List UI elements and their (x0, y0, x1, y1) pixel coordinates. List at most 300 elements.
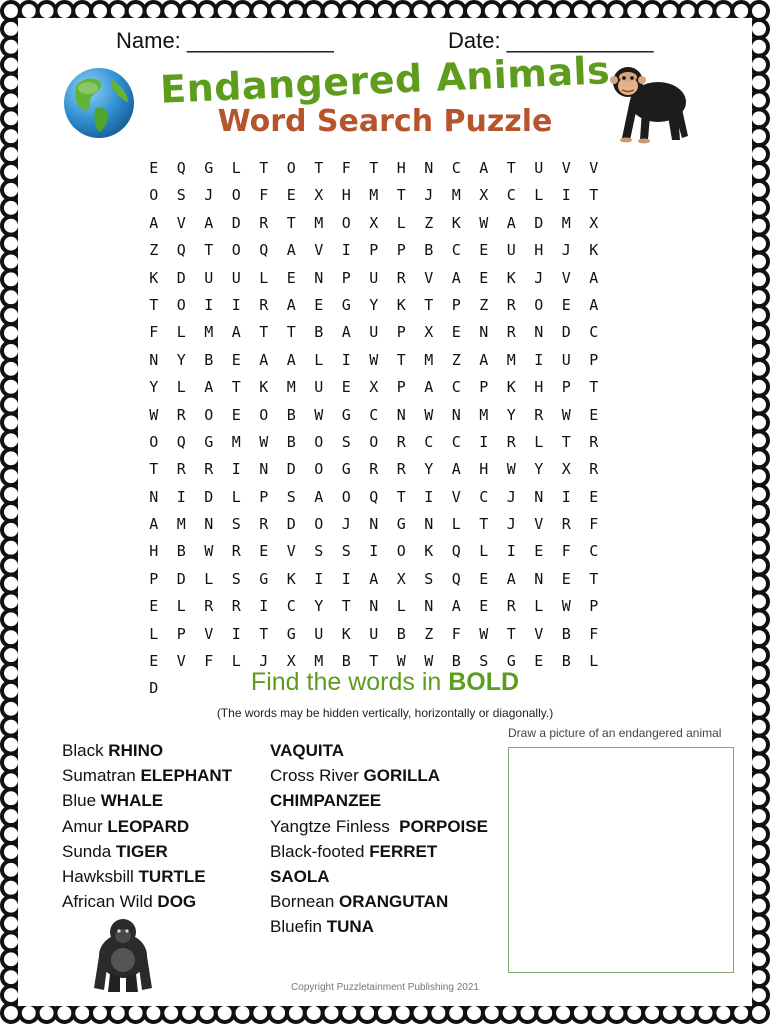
grid-letter: W (561, 405, 571, 424)
grid-letter: E (149, 597, 159, 616)
grid-letter: V (589, 159, 599, 177)
border-scallop (750, 253, 768, 271)
grid-letter: V (424, 268, 434, 287)
grid-letter: B (424, 241, 434, 260)
grid-letter: J (341, 515, 351, 534)
border-scallop (287, 2, 305, 20)
grid-letter: M (369, 186, 379, 205)
border-scallop (2, 861, 20, 879)
word-item (270, 738, 488, 763)
name-field[interactable]: Name: ____________ (116, 28, 334, 53)
border-scallop (750, 592, 768, 610)
border-scallop (2, 575, 20, 593)
grid-letter: T (231, 378, 241, 397)
grid-letter: R (259, 213, 269, 232)
grid-letter: V (534, 624, 544, 643)
grid-letter: T (149, 460, 159, 479)
word-item (62, 839, 232, 864)
border-scallop (234, 1004, 252, 1022)
grid-letter: X (314, 186, 324, 205)
grid-letter: R (231, 597, 241, 616)
border-scallop (144, 2, 162, 20)
grid-letter: T (506, 624, 516, 643)
border-scallop (2, 342, 20, 360)
grid-letter: B (176, 542, 186, 561)
border-scallop (2, 306, 20, 324)
grid-letter: H (534, 241, 544, 260)
grid-letter: B (451, 652, 461, 671)
word-item (270, 839, 488, 864)
word-prefix: Black (62, 741, 109, 760)
find-heading-bold: BOLD (448, 668, 520, 696)
grid-letter: A (479, 159, 489, 177)
grid-letter: W (314, 405, 324, 424)
grid-letter: R (506, 597, 516, 616)
grid-letter: T (314, 159, 324, 177)
border-scallop (750, 539, 768, 557)
border-scallop (697, 1004, 715, 1022)
grid-letter: T (424, 295, 434, 314)
grid-letter: O (314, 460, 324, 479)
border-scallop (2, 521, 20, 539)
grid-letter: T (369, 159, 379, 177)
grid-letter: O (534, 295, 544, 314)
word-bold: TUNA (326, 917, 374, 937)
letter-grid (140, 155, 608, 703)
grid-letter: U (506, 241, 516, 260)
word-item (270, 864, 488, 889)
grid-letter: R (204, 460, 214, 479)
grid-letter: R (369, 460, 379, 479)
grid-letter: I (204, 295, 214, 314)
grid-letter: O (149, 186, 159, 205)
grid-letter: L (534, 432, 544, 451)
grid-letter: T (149, 295, 159, 314)
grid-letter: P (396, 323, 406, 342)
border-scallop (412, 1004, 430, 1022)
border-scallop (2, 843, 20, 861)
grid-letter: T (589, 378, 599, 397)
grid-letter: Y (176, 350, 186, 369)
border-scallop (750, 414, 768, 432)
border-scallop (750, 2, 768, 20)
border-scallop (750, 825, 768, 843)
grid-letter: R (176, 460, 186, 479)
border-scallop (109, 1004, 127, 1022)
border-scallop (2, 20, 20, 38)
grid-letter: A (286, 350, 296, 369)
grid-letter: T (286, 213, 296, 232)
grid-letter: Q (259, 241, 269, 260)
border-scallop (697, 2, 715, 20)
grid-letter: V (286, 542, 296, 561)
border-scallop (608, 2, 626, 20)
border-scallop (198, 1004, 216, 1022)
grid-letter: W (259, 432, 269, 451)
grid-letter: O (149, 432, 159, 451)
border-scallop (2, 897, 20, 915)
grid-letter: P (396, 378, 406, 397)
grid-letter: G (204, 159, 214, 177)
grid-letter: L (534, 597, 544, 616)
grid-letter: E (314, 295, 324, 314)
grid-letter: W (369, 350, 379, 369)
border-scallop (643, 2, 661, 20)
border-scallop (2, 467, 20, 485)
word-item (62, 814, 232, 839)
grid-letter: A (506, 213, 516, 232)
border-scallop (750, 736, 768, 754)
grid-letter: L (231, 159, 241, 177)
grid-letter: I (231, 460, 241, 479)
grid-letter: W (479, 213, 489, 232)
border-scallop (55, 2, 73, 20)
grid-letter: H (479, 460, 489, 479)
grid-letter: O (314, 515, 324, 534)
grid-letter: A (341, 323, 351, 342)
grid-letter: P (341, 268, 351, 287)
grid-letter: W (396, 652, 406, 671)
border-scallop (38, 1004, 56, 1022)
grid-letter: X (479, 186, 489, 205)
grid-letter: J (506, 487, 516, 506)
grid-letter: H (341, 186, 351, 205)
border-scallop (2, 288, 20, 306)
border-scallop (2, 253, 20, 271)
border-scallop (2, 449, 20, 467)
grid-letter: U (369, 268, 379, 287)
grid-letter: E (479, 268, 489, 287)
word-prefix: Sumatran (62, 766, 141, 786)
grid-letter: W (561, 597, 571, 616)
grid-letter: N (534, 487, 544, 506)
word-bold: CHIMPANZEE (270, 791, 382, 811)
grid-letter: M (424, 350, 434, 369)
grid-letter: E (561, 295, 571, 314)
border-scallop (483, 2, 501, 20)
grid-letter: S (176, 186, 186, 205)
grid-letter: A (451, 268, 461, 287)
grid-letter: U (534, 159, 544, 177)
border-scallop (518, 2, 536, 20)
grid-letter: V (561, 268, 571, 287)
border-scallop (2, 145, 20, 163)
grid-letter: G (341, 295, 351, 314)
grid-letter: P (561, 378, 571, 397)
border-scallop (2, 915, 20, 933)
grid-letter: F (341, 159, 351, 177)
grid-letter: V (204, 624, 214, 643)
border-scallop (750, 199, 768, 217)
grid-letter: Q (369, 487, 379, 506)
border-scallop (305, 1004, 323, 1022)
grid-letter: T (259, 323, 269, 342)
border-scallop (714, 2, 732, 20)
grid-letter: N (149, 487, 159, 506)
grid-letter: J (561, 241, 571, 260)
border-scallop (465, 2, 483, 20)
grid-letter: G (341, 460, 351, 479)
grid-letter: A (451, 460, 461, 479)
grid-letter: M (314, 652, 324, 671)
border-scallop (750, 467, 768, 485)
grid-letter: O (396, 542, 406, 561)
grid-letter: D (561, 323, 571, 342)
grid-letter: Y (506, 405, 516, 424)
word-bold: DOG (157, 892, 197, 912)
grid-letter: U (204, 268, 214, 287)
border-scallop (750, 270, 768, 288)
grid-letter: N (369, 515, 379, 534)
grid-letter: C (506, 186, 516, 205)
grid-letter: K (396, 295, 406, 314)
border-scallop (2, 378, 20, 396)
grid-letter: J (204, 186, 214, 205)
grid-letter: H (534, 378, 544, 397)
grid-letter: P (259, 487, 269, 506)
grid-letter: N (396, 405, 406, 424)
border-scallop (38, 2, 56, 20)
grid-letter: B (561, 624, 571, 643)
grid-letter: A (286, 295, 296, 314)
grid-letter: A (204, 213, 214, 232)
drawing-box[interactable] (508, 747, 734, 973)
grid-letter: X (589, 213, 599, 232)
border-scallop (590, 1004, 608, 1022)
border-scallop (2, 199, 20, 217)
grid-letter: X (286, 652, 296, 671)
grid-letter: Z (451, 350, 461, 369)
grid-letter: N (314, 268, 324, 287)
grid-letter: O (259, 405, 269, 424)
grid-letter: U (314, 624, 324, 643)
grid-letter: N (534, 569, 544, 588)
border-scallop (750, 235, 768, 253)
grid-letter: R (204, 597, 214, 616)
grid-letter: T (589, 569, 599, 588)
border-scallop (750, 789, 768, 807)
word-item (62, 788, 232, 813)
grid-letter: B (341, 652, 351, 671)
border-scallop (20, 2, 38, 20)
border-scallop (554, 2, 572, 20)
border-scallop (269, 2, 287, 20)
grid-letter: E (451, 323, 461, 342)
border-scallop (2, 646, 20, 664)
word-bold: TIGER (115, 841, 168, 861)
grid-letter: I (341, 569, 351, 588)
grid-letter: R (506, 295, 516, 314)
grid-letter: N (149, 350, 159, 369)
grid-letter: E (534, 652, 544, 671)
grid-letter: H (149, 542, 159, 561)
grid-letter: K (341, 624, 351, 643)
border-scallop (2, 2, 20, 20)
grid-letter: I (314, 569, 324, 588)
border-scallop (608, 1004, 626, 1022)
grid-letter: Z (424, 624, 434, 643)
grid-letter: O (204, 405, 214, 424)
border-scallop (2, 360, 20, 378)
grid-letter: N (479, 323, 489, 342)
grid-letter: B (286, 432, 296, 451)
grid-letter: W (424, 405, 434, 424)
grid-letter: A (149, 213, 159, 232)
word-bold: SAOLA (270, 867, 330, 887)
border-scallop (750, 360, 768, 378)
word-prefix: African Wild (62, 892, 158, 912)
border-scallop (162, 2, 180, 20)
grid-letter: P (589, 597, 599, 616)
border-scallop (2, 217, 20, 235)
grid-letter: A (286, 241, 296, 260)
grid-letter: N (204, 515, 214, 534)
border-scallop (144, 1004, 162, 1022)
border-scallop (750, 306, 768, 324)
word-prefix: Hawksbill (62, 867, 139, 887)
border-scallop (679, 1004, 697, 1022)
word-prefix: Black-footed (270, 841, 370, 861)
word-bold: TURTLE (138, 867, 206, 887)
border-scallop (750, 449, 768, 467)
word-item (62, 889, 232, 914)
word-bold: VAQUITA (270, 741, 344, 760)
grid-letter: D (534, 213, 544, 232)
border-scallop (518, 1004, 536, 1022)
grid-letter: T (369, 652, 379, 671)
grid-letter: A (589, 268, 599, 287)
grid-letter: M (231, 432, 241, 451)
border-scallop (2, 771, 20, 789)
word-prefix: Blue (62, 791, 101, 811)
grid-letter: C (286, 597, 296, 616)
border-scallop (750, 485, 768, 503)
border-scallop (216, 2, 234, 20)
border-scallop (2, 1004, 20, 1022)
title-line-1: Endangered Animals (159, 48, 611, 112)
grid-letter: I (561, 487, 571, 506)
grid-letter: E (589, 487, 599, 506)
grid-letter: K (506, 378, 516, 397)
grid-letter: B (286, 405, 296, 424)
border-scallop (127, 1004, 145, 1022)
grid-letter: L (231, 652, 241, 671)
grid-letter: D (231, 213, 241, 232)
grid-letter: N (534, 323, 544, 342)
grid-letter: S (286, 487, 296, 506)
border-scallop (91, 1004, 109, 1022)
word-item (270, 814, 488, 839)
grid-letter: T (396, 350, 406, 369)
grid-letter: M (314, 213, 324, 232)
grid-letter: E (479, 597, 489, 616)
grid-letter: E (149, 159, 159, 177)
grid-letter: Z (479, 295, 489, 314)
border-scallop (750, 915, 768, 933)
grid-letter: T (396, 186, 406, 205)
border-scallop (554, 1004, 572, 1022)
border-scallop (643, 1004, 661, 1022)
grid-letter: P (369, 241, 379, 260)
grid-letter: L (149, 624, 159, 643)
grid-letter: X (369, 378, 379, 397)
grid-letter: D (204, 487, 214, 506)
grid-letter: R (259, 295, 269, 314)
grid-letter: A (231, 323, 241, 342)
border-scallop (750, 378, 768, 396)
grid-letter: S (341, 542, 351, 561)
border-scallop (750, 628, 768, 646)
grid-letter: L (314, 350, 324, 369)
grid-letter: Y (314, 597, 324, 616)
border-scallop (2, 789, 20, 807)
border-scallop (180, 2, 198, 20)
grid-letter: G (286, 624, 296, 643)
border-scallop (590, 2, 608, 20)
grid-letter: V (534, 515, 544, 534)
border-scallop (2, 396, 20, 414)
border-scallop (55, 1004, 73, 1022)
border-scallop (714, 1004, 732, 1022)
find-heading (0, 668, 770, 697)
grid-letter: A (506, 569, 516, 588)
grid-letter: C (451, 432, 461, 451)
grid-letter: J (506, 515, 516, 534)
grid-letter: A (149, 515, 159, 534)
grid-letter: V (176, 652, 186, 671)
grid-letter: Q (176, 432, 186, 451)
border-scallop (287, 1004, 305, 1022)
border-scallop (2, 235, 20, 253)
grid-letter: C (451, 378, 461, 397)
border-scallop (73, 1004, 91, 1022)
grid-letter: I (506, 542, 516, 561)
grid-letter: Y (149, 378, 159, 397)
grid-letter: I (231, 624, 241, 643)
grid-letter: F (561, 542, 571, 561)
grid-letter: H (396, 159, 406, 177)
border-scallop (750, 163, 768, 181)
border-scallop (2, 628, 20, 646)
date-field[interactable]: Date: ____________ (448, 28, 654, 53)
grid-letter: E (231, 350, 241, 369)
grid-letter: N (424, 597, 434, 616)
grid-letter: M (506, 350, 516, 369)
grid-letter: Q (451, 542, 461, 561)
grid-letter: M (451, 186, 461, 205)
border-scallop (73, 2, 91, 20)
grid-letter: I (259, 597, 269, 616)
border-scallop (750, 879, 768, 897)
border-scallop (750, 950, 768, 968)
grid-letter: Y (369, 295, 379, 314)
border-scallop (750, 1004, 768, 1022)
border-scallop (661, 1004, 679, 1022)
border-scallop (750, 897, 768, 915)
grid-letter: K (506, 268, 516, 287)
word-prefix: Bornean (270, 892, 339, 912)
grid-letter: I (561, 186, 571, 205)
border-scallop (394, 2, 412, 20)
grid-letter: Q (451, 569, 461, 588)
border-scallop (180, 1004, 198, 1022)
border-scallop (447, 1004, 465, 1022)
grid-letter: O (341, 487, 351, 506)
grid-letter: T (396, 487, 406, 506)
border-scallop (572, 2, 590, 20)
word-list-left (62, 738, 232, 914)
border-scallop (750, 181, 768, 199)
